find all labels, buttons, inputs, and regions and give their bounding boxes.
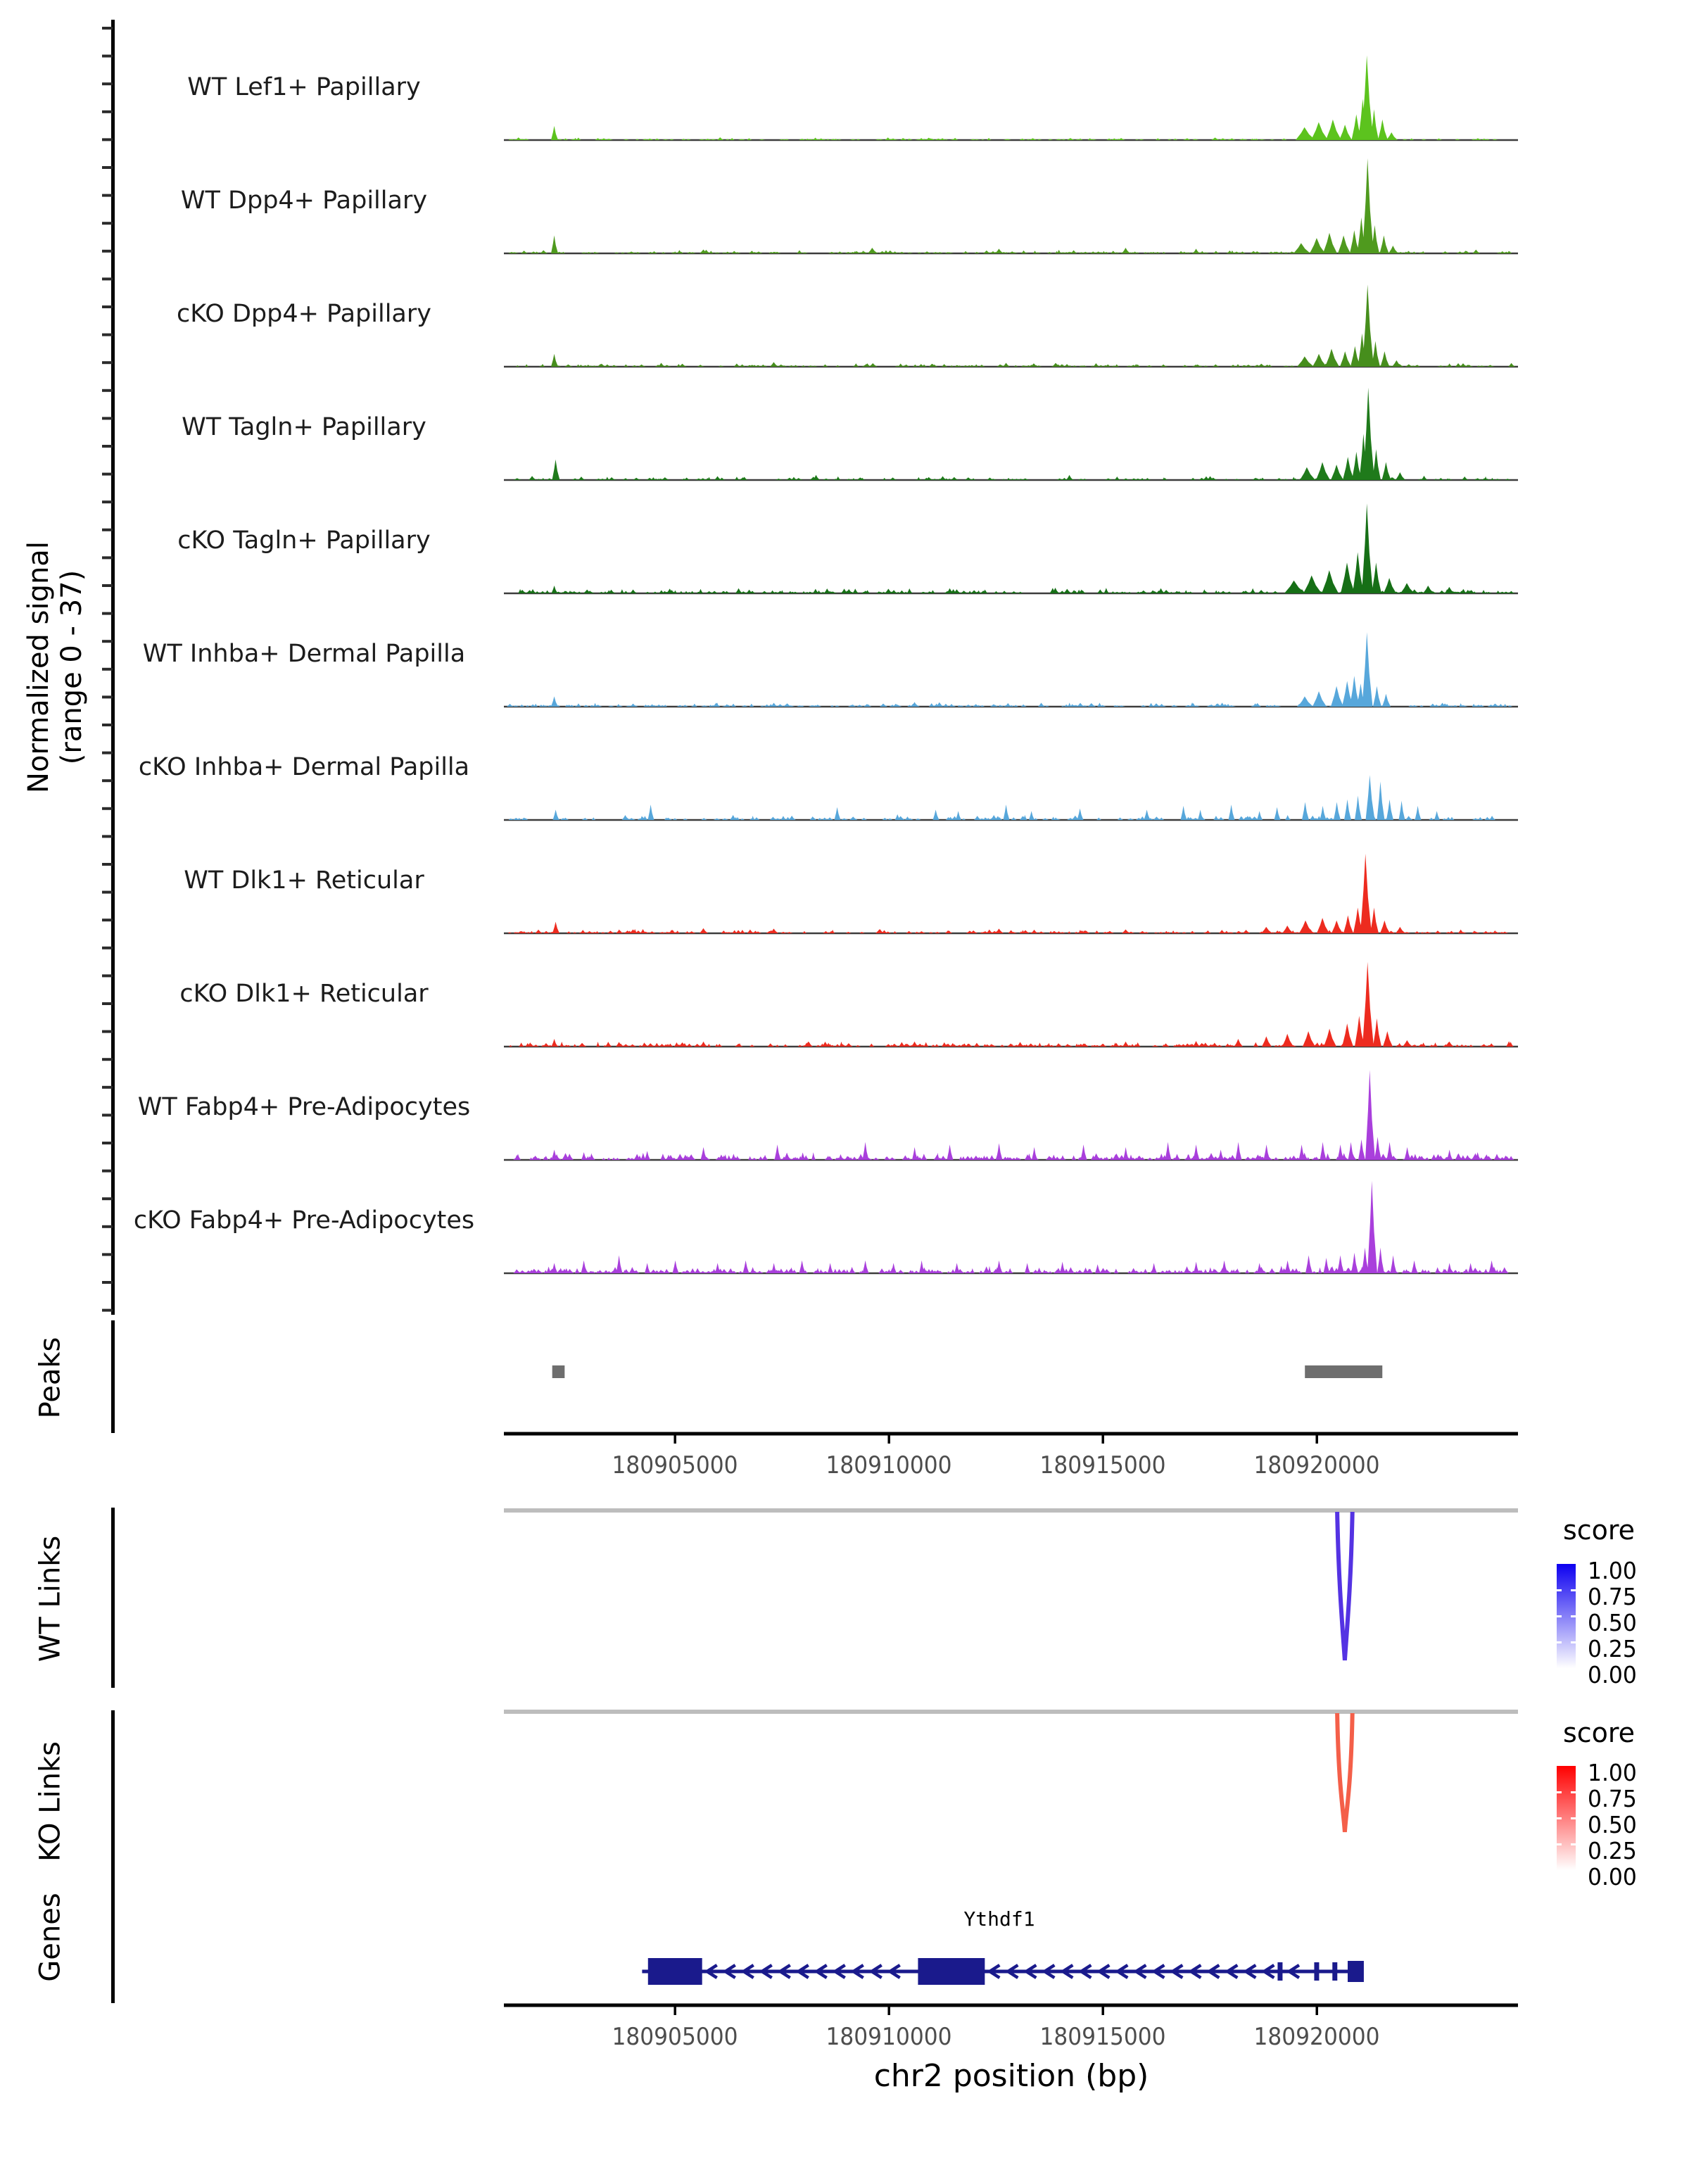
- colorbar-notch: [1557, 1791, 1562, 1793]
- x-axis-title: chr2 position (bp): [873, 2058, 1149, 2094]
- colorbar-notch: [1557, 1641, 1562, 1643]
- wt-score-tick-label: 0.25: [1588, 1635, 1637, 1662]
- ko-score-legend-title: score: [1562, 1717, 1636, 1748]
- track-label-wt-dlk1: WT Dlk1+ Reticular: [184, 866, 424, 895]
- colorbar-notch: [1557, 1615, 1562, 1617]
- wt-score-legend-title: score: [1562, 1515, 1636, 1546]
- colorbar-notch: [1557, 1843, 1562, 1845]
- track-label-cko-tagln: cKO Tagln+ Papillary: [177, 526, 431, 555]
- gene-name-label: Ythdf1: [963, 1907, 1035, 1931]
- colorbar-notch: [1557, 1589, 1562, 1591]
- gene-axis-tick-label: 180915000: [1039, 2023, 1166, 2051]
- track-label-cko-dlk1: cKO Dlk1+ Reticular: [179, 980, 429, 1008]
- track-label-wt-dpp4: WT Dpp4+ Papillary: [180, 187, 428, 215]
- gene-axis-tick-label: 180905000: [612, 2023, 738, 2051]
- peaks-axis-tick-label: 180920000: [1253, 1451, 1380, 1479]
- peaks-axis-tick-label: 180910000: [825, 1451, 952, 1479]
- wt-score-colorbar: [1557, 1564, 1576, 1668]
- y-axis-label: [23, 421, 89, 914]
- track-label-wt-tagln: WT Tagln+ Papillary: [182, 413, 426, 441]
- wt-score-tick-label: 0.50: [1588, 1609, 1637, 1636]
- ko-score-tick-label: 0.25: [1588, 1837, 1637, 1864]
- colorbar-notch: [1571, 1843, 1576, 1845]
- wt-score-tick-label: 0.75: [1588, 1583, 1637, 1610]
- track-label-cko-fabp4: cKO Fabp4+ Pre-Adipocytes: [133, 1206, 475, 1235]
- colorbar-notch: [1571, 1817, 1576, 1819]
- colorbar-notch: [1571, 1641, 1576, 1643]
- y-axis-label-line2: (range 0 - 37): [56, 569, 88, 765]
- wt-score-tick-label: 1.00: [1588, 1557, 1637, 1584]
- ko-score-colorbar: [1557, 1766, 1576, 1870]
- colorbar-notch: [1571, 1791, 1576, 1793]
- colorbar-notch: [1557, 1817, 1562, 1819]
- peaks-axis-tick-label: 180905000: [612, 1451, 738, 1479]
- track-label-wt-inhba: WT Inhba+ Dermal Papilla: [142, 640, 466, 668]
- peaks-section-label: Peaks: [34, 1337, 67, 1419]
- ko-score-tick-label: 0.00: [1588, 1863, 1637, 1891]
- colorbar-notch: [1571, 1589, 1576, 1591]
- track-label-cko-inhba: cKO Inhba+ Dermal Papilla: [138, 753, 470, 781]
- gene-axis-tick-label: 180910000: [825, 2023, 952, 2051]
- wt-score-tick-label: 0.00: [1588, 1661, 1637, 1689]
- wt-links-section-label: WT Links: [34, 1535, 67, 1662]
- ko-links-section-label: KO Links: [34, 1741, 67, 1862]
- ko-score-tick-label: 0.75: [1588, 1785, 1637, 1812]
- y-axis-label-line1: Normalized signal: [23, 541, 55, 793]
- genes-section-label: Genes: [34, 1893, 67, 1982]
- track-label-wt-fabp4: WT Fabp4+ Pre-Adipocytes: [137, 1093, 471, 1121]
- gene-axis-tick-label: 180920000: [1253, 2023, 1380, 2051]
- ko-score-tick-label: 0.50: [1588, 1811, 1637, 1838]
- peaks-axis-tick-label: 180915000: [1039, 1451, 1166, 1479]
- colorbar-notch: [1571, 1615, 1576, 1617]
- ko-score-tick-label: 1.00: [1588, 1759, 1637, 1786]
- track-label-wt-lef1: WT Lef1+ Papillary: [187, 73, 421, 101]
- track-label-cko-dpp4: cKO Dpp4+ Papillary: [177, 300, 431, 328]
